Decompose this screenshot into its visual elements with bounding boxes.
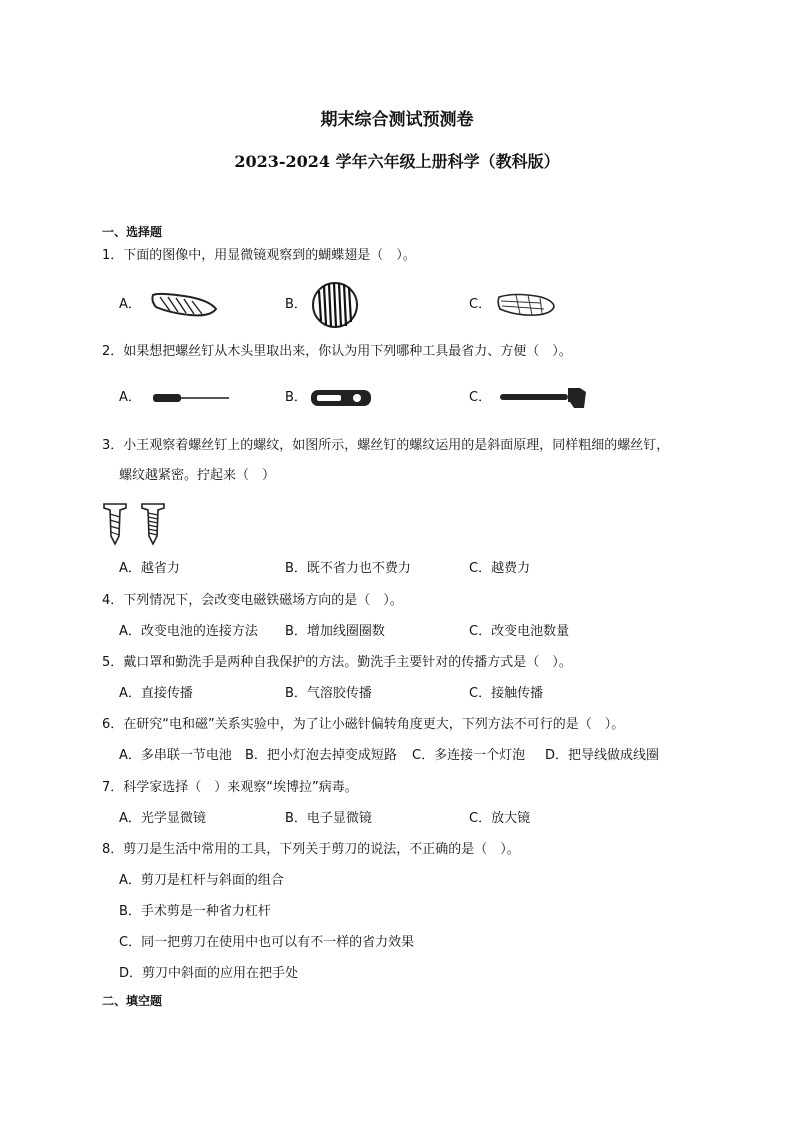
question-5-stem: 5．戴口罩和勤洗手是两种自我保护的方法。勤洗手主要针对的传播方式是（ ）。	[102, 655, 572, 670]
screwdriver-icon	[153, 392, 231, 404]
question-6-option-d[interactable]: D．把导线做成线圈	[545, 748, 660, 763]
section-heading-choice: 一、选择题	[102, 225, 163, 239]
question-6-option-a[interactable]: A．多串联一节电池	[119, 748, 232, 763]
question-4-option-b[interactable]: B．增加线圈圈数	[285, 624, 385, 639]
question-6-option-b[interactable]: B．把小灯泡去掉变成短路	[245, 748, 397, 763]
question-2-option-c[interactable]: C．	[469, 390, 492, 405]
question-4-option-c[interactable]: C．改变电池数量	[469, 624, 570, 639]
question-8-option-b[interactable]: B．手术剪是一种省力杠杆	[119, 904, 271, 919]
microscope-wing-scales-icon	[311, 281, 359, 329]
question-1-option-a[interactable]: A．	[119, 297, 141, 312]
question-3-option-a[interactable]: A．越省力	[119, 561, 180, 576]
page-subtitle: 2023-2024 学年六年级上册科学（教科版）	[234, 152, 560, 171]
bottle-opener-icon	[309, 388, 373, 408]
question-3-option-b[interactable]: B．既不省力也不费力	[285, 561, 411, 576]
section-heading-fill-blank: 二、填空题	[102, 994, 163, 1008]
question-8-option-d[interactable]: D．剪刀中斜面的应用在把手处	[119, 966, 299, 981]
question-5-option-a[interactable]: A．直接传播	[119, 686, 193, 701]
question-1-option-c[interactable]: C．	[469, 297, 492, 312]
question-7-option-c[interactable]: C．放大镜	[469, 811, 531, 826]
cicada-wing-icon	[496, 289, 558, 321]
question-2-option-a[interactable]: A．	[119, 390, 141, 405]
butterfly-wing-icon	[150, 289, 220, 321]
question-7-option-b[interactable]: B．电子显微镜	[285, 811, 372, 826]
question-3-option-c[interactable]: C．越费力	[469, 561, 531, 576]
question-4-stem: 4．下列情况下，会改变电磁铁磁场方向的是（ ）。	[102, 593, 403, 608]
question-5-option-b[interactable]: B．气溶胶传播	[285, 686, 372, 701]
question-4-option-a[interactable]: A．改变电池的连接方法	[119, 624, 258, 639]
question-1-stem: 1．下面的图像中，用显微镜观察到的蝴蝶翅是（ ）。	[102, 248, 416, 263]
question-8-option-a[interactable]: A．剪刀是杠杆与斜面的组合	[119, 873, 284, 888]
question-2-option-b[interactable]: B．	[285, 390, 307, 405]
question-2-stem: 2．如果想把螺丝钉从木头里取出来，你认为用下列哪种工具最省力、方便（ ）。	[102, 344, 572, 359]
question-7-stem: 7．科学家选择（ ）来观察“埃博拉”病毒。	[102, 780, 358, 795]
page-title: 期末综合测试预测卷	[320, 110, 474, 130]
question-1-option-b[interactable]: B．	[285, 297, 307, 312]
screws-icon	[101, 502, 173, 546]
question-8-stem: 8．剪刀是生活中常用的工具，下列关于剪刀的说法，不正确的是（ ）。	[102, 842, 520, 857]
question-6-stem: 6．在研究“电和磁”关系实验中，为了让小磁针偏转角度更大，下列方法不可行的是（ ）。	[102, 717, 625, 732]
question-8-option-c[interactable]: C．同一把剪刀在使用中也可以有不一样的省力效果	[119, 935, 415, 950]
question-6-option-c[interactable]: C．多连接一个灯泡	[412, 748, 526, 763]
question-7-option-a[interactable]: A．光学显微镜	[119, 811, 206, 826]
hammer-icon	[500, 384, 590, 410]
question-3-stem-line-1: 3．小王观察着螺丝钉上的螺纹，如图所示，螺丝钉的螺纹运用的是斜面原理，同样粗细的螺丝钉，	[102, 438, 670, 453]
question-5-option-c[interactable]: C．接触传播	[469, 686, 544, 701]
question-3-stem-line-2: 螺纹越紧密。拧起来（ ）	[119, 468, 276, 483]
